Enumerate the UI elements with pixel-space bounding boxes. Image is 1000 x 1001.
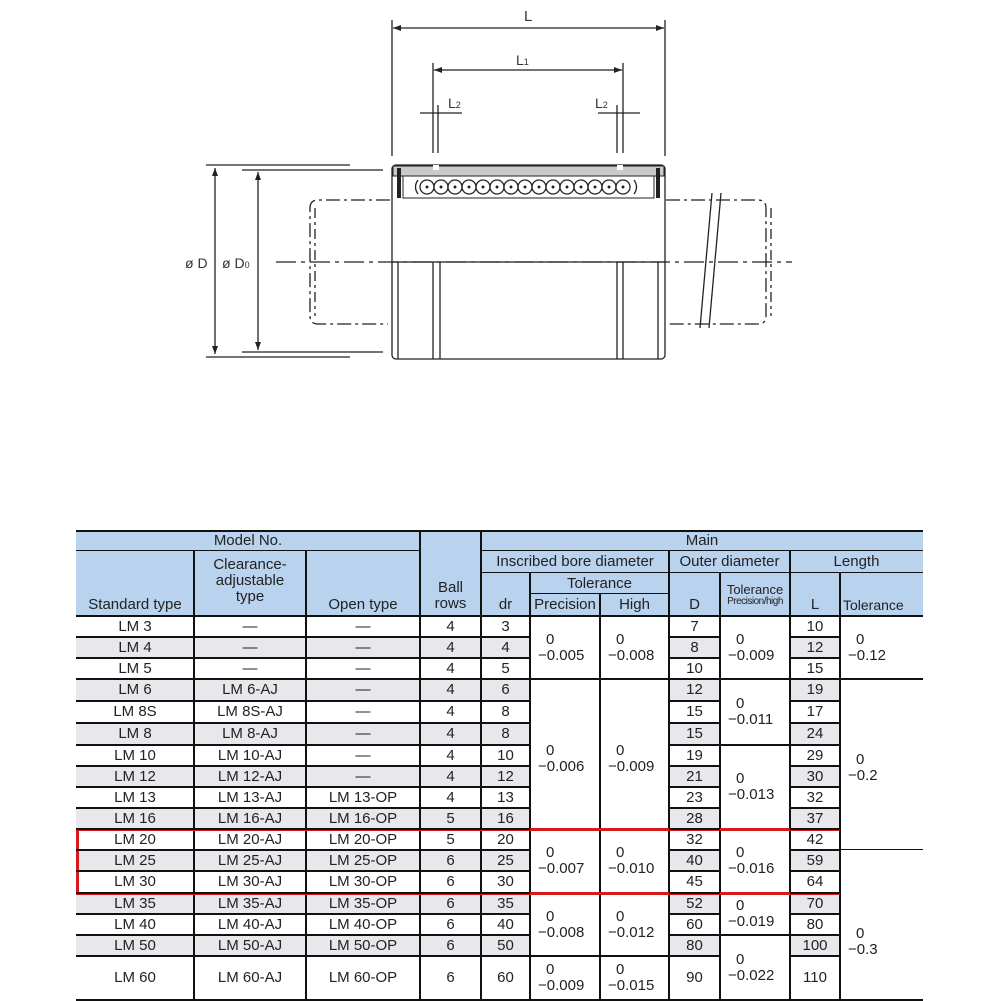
ball-rows-cell: 4 (420, 616, 481, 637)
length-cell: 19 (790, 679, 840, 701)
linear-bushing-diagram (0, 0, 1000, 400)
ball-rows-cell: 6 (420, 871, 481, 893)
standard-type-cell: LM 20 (76, 829, 194, 850)
clearance-adjustable-cell: LM 8S-AJ (194, 701, 306, 723)
ball-rows-cell: 6 (420, 935, 481, 956)
outer-diameter-cell: 7 (669, 616, 720, 637)
ball-rows-cell: 4 (420, 658, 481, 679)
header-L: L (790, 594, 840, 616)
clearance-adjustable-cell: LM 13-AJ (194, 787, 306, 808)
header-main: Main (481, 531, 923, 551)
dim-label-phi-D0: ø D0 (222, 255, 250, 271)
ball-rows-cell: 5 (420, 829, 481, 850)
open-type-cell: — (306, 637, 420, 658)
clearance-adjustable-cell: LM 25-AJ (194, 850, 306, 871)
header-model-no: Model No. (76, 531, 420, 551)
outer-diameter-cell: 32 (669, 829, 720, 850)
dr-cell: 50 (481, 935, 530, 956)
open-type-cell: — (306, 766, 420, 787)
bore-precision-tolerance: 0 −0.007 (530, 829, 600, 893)
outer-diameter-cell: 60 (669, 914, 720, 935)
clearance-adjustable-cell: LM 16-AJ (194, 808, 306, 829)
outer-diameter-cell: 23 (669, 787, 720, 808)
ball-rows-cell: 6 (420, 850, 481, 871)
length-cell: 12 (790, 637, 840, 658)
length-cell: 15 (790, 658, 840, 679)
open-type-cell: — (306, 701, 420, 723)
dr-cell: 3 (481, 616, 530, 637)
clearance-adjustable-cell: LM 8-AJ (194, 723, 306, 745)
clearance-adjustable-cell: LM 10-AJ (194, 745, 306, 766)
outer-diameter-tolerance: 0 −0.016 (720, 829, 790, 893)
clearance-adjustable-cell: LM 6-AJ (194, 679, 306, 701)
header-bore-tolerance: Tolerance (530, 573, 669, 594)
length-cell: 110 (790, 956, 840, 1000)
outer-diameter-tolerance: 0 −0.013 (720, 745, 790, 829)
ball-rows-cell: 4 (420, 701, 481, 723)
ball-rows-cell: 5 (420, 808, 481, 829)
outer-diameter-tolerance: 0 −0.022 (720, 935, 790, 1000)
header-outer-tolerance: Tolerance Precision/high (720, 575, 790, 616)
standard-type-cell: LM 40 (76, 914, 194, 935)
bore-high-tolerance: 0 −0.010 (600, 829, 669, 893)
bore-precision-tolerance: 0 −0.006 (530, 679, 600, 829)
open-type-cell: LM 30-OP (306, 871, 420, 893)
outer-diameter-cell: 21 (669, 766, 720, 787)
dr-cell: 25 (481, 850, 530, 871)
ball-rows-cell: 4 (420, 766, 481, 787)
outer-diameter-tolerance: 0 −0.009 (720, 616, 790, 679)
header-open-type: Open type (306, 594, 420, 616)
outer-diameter-cell: 10 (669, 658, 720, 679)
header-high: High (600, 594, 669, 616)
bore-precision-tolerance: 0 −0.008 (530, 893, 600, 956)
clearance-adjustable-cell: LM 30-AJ (194, 871, 306, 893)
length-cell: 70 (790, 893, 840, 914)
header-length-tolerance: Tolerance (840, 594, 923, 616)
open-type-cell: LM 60-OP (306, 956, 420, 1000)
clearance-adjustable-cell: LM 40-AJ (194, 914, 306, 935)
dr-cell: 8 (481, 723, 530, 745)
ball-rows-cell: 6 (420, 956, 481, 1000)
ball-rows-cell: 4 (420, 637, 481, 658)
bore-precision-tolerance: 0 −0.005 (530, 616, 600, 679)
standard-type-cell: LM 60 (76, 956, 194, 1000)
open-type-cell: LM 13-OP (306, 787, 420, 808)
header-inscribed-bore-diameter: Inscribed bore diameter (481, 551, 669, 573)
standard-type-cell: LM 5 (76, 658, 194, 679)
length-cell: 80 (790, 914, 840, 935)
length-cell: 10 (790, 616, 840, 637)
dim-label-L1: L1 (516, 52, 529, 68)
dim-label-L2-left: L2 (448, 95, 461, 111)
outer-diameter-cell: 15 (669, 723, 720, 745)
standard-type-cell: LM 8S (76, 701, 194, 723)
standard-type-cell: LM 4 (76, 637, 194, 658)
open-type-cell: LM 25-OP (306, 850, 420, 871)
outer-diameter-cell: 80 (669, 935, 720, 956)
outer-diameter-cell: 52 (669, 893, 720, 914)
ball-rows-cell: 6 (420, 914, 481, 935)
dr-cell: 30 (481, 871, 530, 893)
standard-type-cell: LM 16 (76, 808, 194, 829)
standard-type-cell: LM 3 (76, 616, 194, 637)
length-cell: 64 (790, 871, 840, 893)
length-tolerance: 0 −0.3 (840, 850, 923, 1000)
open-type-cell: — (306, 658, 420, 679)
length-cell: 24 (790, 723, 840, 745)
standard-type-cell: LM 12 (76, 766, 194, 787)
header-standard-type: Standard type (76, 594, 194, 616)
length-cell: 37 (790, 808, 840, 829)
clearance-adjustable-cell: LM 35-AJ (194, 893, 306, 914)
clearance-adjustable-cell: LM 12-AJ (194, 766, 306, 787)
dim-label-L2-right: L2 (595, 95, 608, 111)
dr-cell: 8 (481, 701, 530, 723)
ball-rows-cell: 4 (420, 723, 481, 745)
open-type-cell: LM 40-OP (306, 914, 420, 935)
clearance-adjustable-cell: LM 20-AJ (194, 829, 306, 850)
dim-label-phi-D: ø D (185, 255, 208, 271)
outer-diameter-cell: 19 (669, 745, 720, 766)
standard-type-cell: LM 10 (76, 745, 194, 766)
dr-cell: 6 (481, 679, 530, 701)
length-tolerance: 0 −0.2 (840, 679, 923, 850)
outer-diameter-cell: 8 (669, 637, 720, 658)
outer-diameter-cell: 40 (669, 850, 720, 871)
ball-rows-cell: 6 (420, 893, 481, 914)
ball-rows-cell: 4 (420, 787, 481, 808)
bore-high-tolerance: 0 −0.012 (600, 893, 669, 956)
length-cell: 17 (790, 701, 840, 723)
standard-type-cell: LM 35 (76, 893, 194, 914)
outer-diameter-tolerance: 0 −0.019 (720, 893, 790, 935)
standard-type-cell: LM 25 (76, 850, 194, 871)
outer-diameter-cell: 45 (669, 871, 720, 893)
outer-diameter-cell: 12 (669, 679, 720, 701)
length-cell: 42 (790, 829, 840, 850)
dr-cell: 20 (481, 829, 530, 850)
ball-rows-cell: 4 (420, 745, 481, 766)
outer-diameter-cell: 28 (669, 808, 720, 829)
bore-precision-tolerance: 0 −0.009 (530, 956, 600, 1000)
dr-cell: 35 (481, 893, 530, 914)
dr-cell: 12 (481, 766, 530, 787)
header-precision: Precision (530, 594, 600, 616)
length-cell: 30 (790, 766, 840, 787)
open-type-cell: LM 35-OP (306, 893, 420, 914)
standard-type-cell: LM 50 (76, 935, 194, 956)
dr-cell: 4 (481, 637, 530, 658)
header-dr: dr (481, 594, 530, 616)
clearance-adjustable-cell: — (194, 637, 306, 658)
clearance-adjustable-cell: — (194, 616, 306, 637)
dr-cell: 16 (481, 808, 530, 829)
length-cell: 29 (790, 745, 840, 766)
standard-type-cell: LM 6 (76, 679, 194, 701)
open-type-cell: LM 20-OP (306, 829, 420, 850)
dr-cell: 60 (481, 956, 530, 1000)
open-type-cell: LM 50-OP (306, 935, 420, 956)
open-type-cell: LM 16-OP (306, 808, 420, 829)
outer-diameter-tolerance: 0 −0.011 (720, 679, 790, 745)
length-cell: 100 (790, 935, 840, 956)
length-cell: 59 (790, 850, 840, 871)
open-type-cell: — (306, 679, 420, 701)
dr-cell: 13 (481, 787, 530, 808)
outer-diameter-cell: 90 (669, 956, 720, 1000)
specification-table (76, 531, 923, 1000)
header-length: Length (790, 551, 923, 573)
open-type-cell: — (306, 723, 420, 745)
clearance-adjustable-cell: LM 50-AJ (194, 935, 306, 956)
dr-cell: 5 (481, 658, 530, 679)
length-tolerance: 0 −0.12 (840, 616, 923, 679)
ball-rows-cell: 4 (420, 679, 481, 701)
header-D: D (669, 594, 720, 616)
standard-type-cell: LM 30 (76, 871, 194, 893)
standard-type-cell: LM 8 (76, 723, 194, 745)
bore-high-tolerance: 0 −0.008 (600, 616, 669, 679)
dr-cell: 10 (481, 745, 530, 766)
header-ball-rows: Ball rows (420, 576, 481, 616)
header-outer-diameter: Outer diameter (669, 551, 790, 573)
clearance-adjustable-cell: — (194, 658, 306, 679)
outer-diameter-cell: 15 (669, 701, 720, 723)
bore-high-tolerance: 0 −0.015 (600, 956, 669, 1000)
header-clearance-adjustable-type: Clearance- adjustable type (194, 551, 306, 611)
open-type-cell: — (306, 616, 420, 637)
dim-label-L: L (524, 8, 533, 25)
open-type-cell: — (306, 745, 420, 766)
dr-cell: 40 (481, 914, 530, 935)
bore-high-tolerance: 0 −0.009 (600, 679, 669, 829)
standard-type-cell: LM 13 (76, 787, 194, 808)
clearance-adjustable-cell: LM 60-AJ (194, 956, 306, 1000)
length-cell: 32 (790, 787, 840, 808)
highlight-left-line (76, 828, 79, 895)
